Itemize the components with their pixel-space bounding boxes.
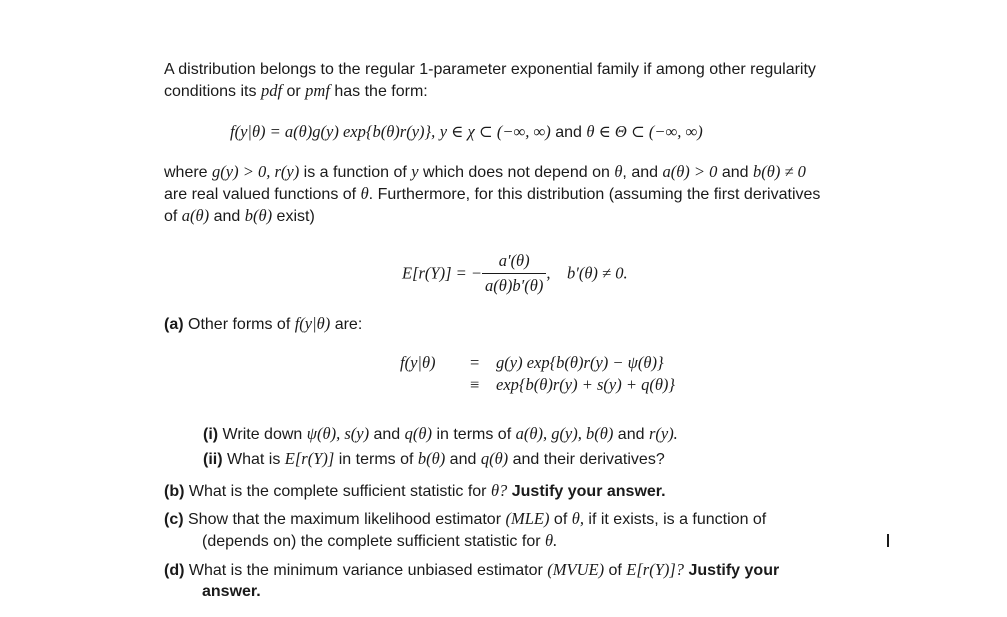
intro-line-2 [164, 80, 816, 102]
conditions-line-3 [164, 205, 820, 227]
text: and [613, 426, 649, 443]
part-a-subquestions [203, 423, 678, 470]
math: θ. [545, 531, 558, 550]
math: b(θ) [244, 206, 273, 225]
expectation-equation [402, 250, 628, 297]
text: in terms of [432, 426, 516, 443]
part-b-label: (b) [164, 483, 185, 500]
intro-paragraph [164, 59, 816, 102]
alt-form-lhs: f(y|θ) [400, 353, 436, 372]
text: are: [330, 316, 363, 333]
expectation-fraction [482, 250, 546, 297]
intro-text: conditions its [164, 83, 261, 100]
text: of [604, 562, 627, 579]
conditions-line-2 [164, 183, 820, 205]
subquestion-i-label: (i) [203, 426, 219, 443]
math: a(θ) > 0 [662, 162, 718, 181]
equiv-sign: ≡ [470, 375, 480, 394]
part-d-line-1 [164, 559, 779, 581]
part-c-line-2 [164, 530, 766, 552]
text: which does not depend on [418, 164, 615, 181]
fraction-denominator: a(θ)b′(θ) [485, 276, 544, 295]
math: q(θ) [480, 449, 509, 468]
eq-text: and [550, 124, 587, 141]
density-formula: f(y|θ) = a(θ)g(y) exp{b(θ)r(y)}, [230, 122, 436, 141]
part-d [164, 559, 779, 602]
text: where [164, 164, 213, 181]
text: and [717, 164, 754, 181]
text: are real valued functions of [164, 186, 361, 203]
subquestion-ii [203, 448, 678, 470]
math: θ? [490, 481, 508, 500]
math: r(y). [648, 424, 678, 443]
expectation-condition: , b′(θ) ≠ 0. [546, 263, 628, 283]
justify-text: Justify your answer. [507, 483, 666, 500]
math: E[r(Y)] [284, 449, 335, 468]
math: f(y|θ) [294, 314, 331, 333]
text: What is the minimum variance unbiased estimator [184, 562, 548, 579]
part-c-line-1 [164, 508, 766, 530]
math: y [411, 162, 419, 181]
alt-form-1: g(y) exp{b(θ)r(y) − ψ(θ)} [496, 353, 664, 372]
subquestion-i [203, 423, 678, 445]
text: Show that the maximum likelihood estimator [183, 511, 506, 528]
math: θ [360, 184, 369, 203]
text: and [369, 426, 405, 443]
math: θ [614, 162, 623, 181]
text: of [549, 511, 572, 528]
part-c [164, 508, 766, 552]
text: if it exists, is a function of [583, 511, 767, 528]
text: Write down [218, 426, 307, 443]
equals-sign: = [470, 353, 480, 372]
intro-line-1: A distribution belongs to the regular 1-parameter exponential family if among other regularity [164, 61, 816, 78]
text: in terms of [334, 451, 418, 468]
text: is a function of [299, 164, 412, 181]
math: (MVUE) [547, 560, 605, 579]
math: E[r(Y)]? [626, 560, 685, 579]
math: b(θ) [417, 449, 446, 468]
intro-text: has the form: [329, 83, 428, 100]
conditions-line-1 [164, 161, 820, 183]
text: and [209, 208, 245, 225]
math: b(θ) ≠ 0 [753, 162, 806, 181]
math: a(θ) [181, 206, 210, 225]
pdf-term: pdf [260, 81, 283, 100]
pmf-term: pmf [305, 81, 330, 100]
text: . Furthermore, for this distribution (assuming the first derivatives [368, 186, 821, 203]
text: of [164, 208, 182, 225]
expectation-lhs: E[r(Y)] = − [402, 263, 483, 283]
part-c-label: (c) [164, 511, 184, 528]
text: Other forms of [183, 316, 295, 333]
math: (MLE) [505, 509, 550, 528]
math: g(y) > 0, r(y) [212, 162, 300, 181]
text: What is the complete sufficient statistic for [184, 483, 491, 500]
text-cursor [887, 534, 889, 547]
justify-text: Justify your [684, 562, 780, 579]
intro-text: or [282, 83, 306, 100]
parameter-space: θ ∈ Θ ⊂ (−∞, ∞) [586, 122, 703, 141]
math: ψ(θ), s(y) [306, 424, 370, 443]
part-a-heading [164, 313, 362, 335]
part-a-label: (a) [164, 316, 184, 333]
text: and their derivatives? [508, 451, 665, 468]
math: q(θ) [404, 424, 433, 443]
part-d-line-2: answer. [202, 583, 261, 600]
fraction-numerator: a′(θ) [482, 250, 546, 274]
density-equation [230, 121, 703, 143]
part-b [164, 480, 666, 502]
text: and [445, 451, 481, 468]
math: a(θ), g(y), b(θ) [515, 424, 614, 443]
support-y: y ∈ χ ⊂ (−∞, ∞) [439, 122, 551, 141]
text: (depends on) the complete sufficient statistic for [202, 533, 545, 550]
text: , and [622, 164, 663, 181]
text: What is [222, 451, 285, 468]
alt-form-2: exp{b(θ)r(y) + s(y) + q(θ)} [496, 375, 676, 394]
part-d-label: (d) [164, 562, 185, 579]
text: exist) [272, 208, 315, 225]
subquestion-ii-label: (ii) [203, 451, 223, 468]
conditions-paragraph [164, 161, 820, 227]
math: θ, [571, 509, 584, 528]
